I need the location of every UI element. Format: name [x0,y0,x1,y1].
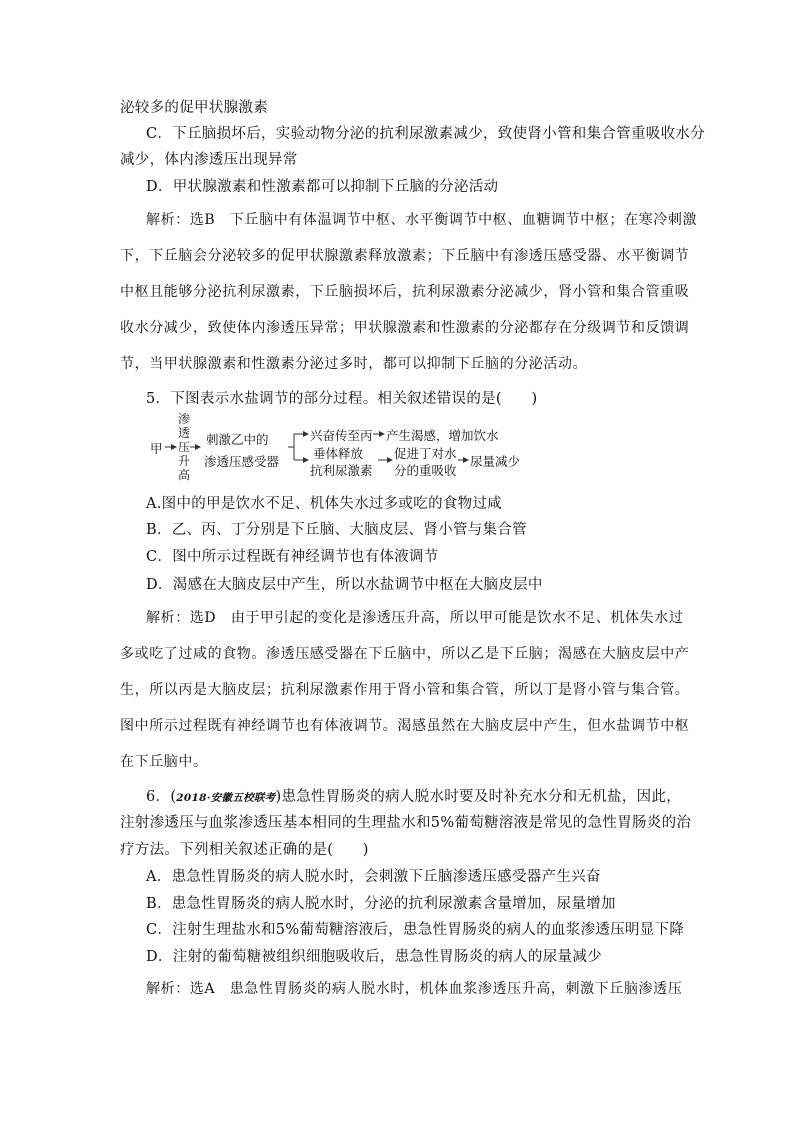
option-b: B．乙、丙、丁分别是下丘脑、大脑皮层、肾小管与集合管 [146,522,527,538]
diagram-vertical-char: 高 [178,468,191,482]
source-tag: 2018·安徽五校联考 [176,792,276,804]
option-a: A．患急性胃肠炎的病人脱水时，会刺激下丘脑渗透压感受器产生兴奋 [146,869,601,885]
explanation-line: 多或吃了过咸的食物。渗透压感受器在下丘脑中，所以乙是下丘脑；渴感在大脑皮层中产 [120,646,690,662]
diagram-branch2-c: 尿量减少 [470,454,521,469]
explanation-line: 图中所示过程既有神经调节也有体液调节。渴感虽然在大脑皮层中产生，但水盐调节中枢 [120,718,690,734]
option-c: C．注射生理盐水和5%葡萄糖溶液后，患急性胃肠炎的病人的血浆渗透压明显下降 [146,922,685,938]
text-line: 泌较多的促甲状腺激素 [120,100,268,116]
diagram-branch2-b-line2: 分的重吸收 [394,463,457,478]
explanation-line: 收水分减少，致使体内渗透压异常；甲状腺激素和性激素的分泌都存在分级调节和反馈调 [120,320,690,336]
explanation-line: 在下丘脑中。 [120,754,208,770]
question-text: )患急性胃肠炎的病人脱水时要及时补充水分和无机盐，因此， [275,789,682,805]
explanation-line: 节，当甲状腺激素和性激素分泌过多时，都可以抑制下丘脑的分泌活动。 [120,356,588,372]
diagram-vertical-char: 渗 [178,412,191,426]
diagram-box1-line1: 刺激乙中的 [206,432,269,447]
question-number: 6．( [146,789,177,805]
question-5-stem: 5．下图表示水盐调节的部分过程。相关叙述错误的是( ) [146,391,538,407]
diagram-branch2-a-line1: 垂体释放 [313,446,364,461]
diagram-branch2-b-line1: 促进丁对水 [394,446,457,461]
option-c: C．图中所示过程既有神经调节也有体液调节 [146,549,439,565]
explanation-line: 下，下丘脑会分泌较多的促甲状腺激素释放激素；下丘脑中有渗透压感受器、水平衡调节 [120,248,690,264]
option-c: C．下丘脑损坏后，实验动物分泌的抗利尿激素减少，致使肾小管和集合管重吸收水分 [146,126,705,142]
water-salt-regulation-diagram [150,410,570,482]
diagram-branch1-a: 兴奋传至丙 [310,428,373,443]
text-line: 减少，体内渗透压出现异常 [120,152,298,168]
explanation-line: 解析：选D 由于甲引起的变化是渗透压升高，所以甲可能是饮水不足、机体失水过 [146,610,684,626]
option-d: D．甲状腺激素和性激素都可以抑制下丘脑的分泌活动 [146,179,499,195]
option-d: D．渴感在大脑皮层中产生，所以水盐调节中枢在大脑皮层中 [146,577,543,593]
diagram-vertical-char: 压 [178,440,191,454]
explanation-line: 解析：选B 下丘脑中有体温调节中枢、水平衡调节中枢、血糖调节中枢；在寒冷刺激 [146,212,698,228]
diagram-vertical-char: 升 [178,454,191,468]
diagram-jia: 甲 [150,441,163,456]
diagram-box1-line2: 渗透压感受器 [204,454,280,469]
text-line: 注射渗透压与血浆渗透压基本相同的生理盐水和5%葡萄糖溶液是常见的急性胃肠炎的治 [120,815,692,831]
explanation-line: 中枢且能够分泌抗利尿激素，下丘脑损坏后，抗利尿激素分泌减少，肾小管和集合管重吸 [120,284,690,300]
option-d: D．注射的葡萄糖被组织细胞吸收后，患急性胃肠炎的病人的尿量减少 [146,949,602,965]
option-b: B．患急性胃肠炎的病人脱水时，分泌的抗利尿激素含量增加，尿量增加 [146,896,616,912]
diagram-branch1-b: 产生渴感，增加饮水 [386,428,499,443]
text-line: 疗方法。下列相关叙述正确的是( ) [120,842,369,858]
question-6-stem [146,785,681,806]
explanation-line: 生，所以丙是大脑皮层；抗利尿激素作用于肾小管和集合管，所以丁是肾小管与集合管。 [120,682,690,698]
diagram-branch2-a-line2: 抗利尿激素 [310,463,373,478]
option-a: A.图中的甲是饮水不足、机体失水过多或吃的食物过咸 [146,496,503,512]
diagram-vertical-char: 透 [178,426,191,440]
explanation-line: 解析：选A 患急性胃肠炎的病人脱水时，机体血浆渗透压升高，刺激下丘脑渗透压 [146,981,683,997]
